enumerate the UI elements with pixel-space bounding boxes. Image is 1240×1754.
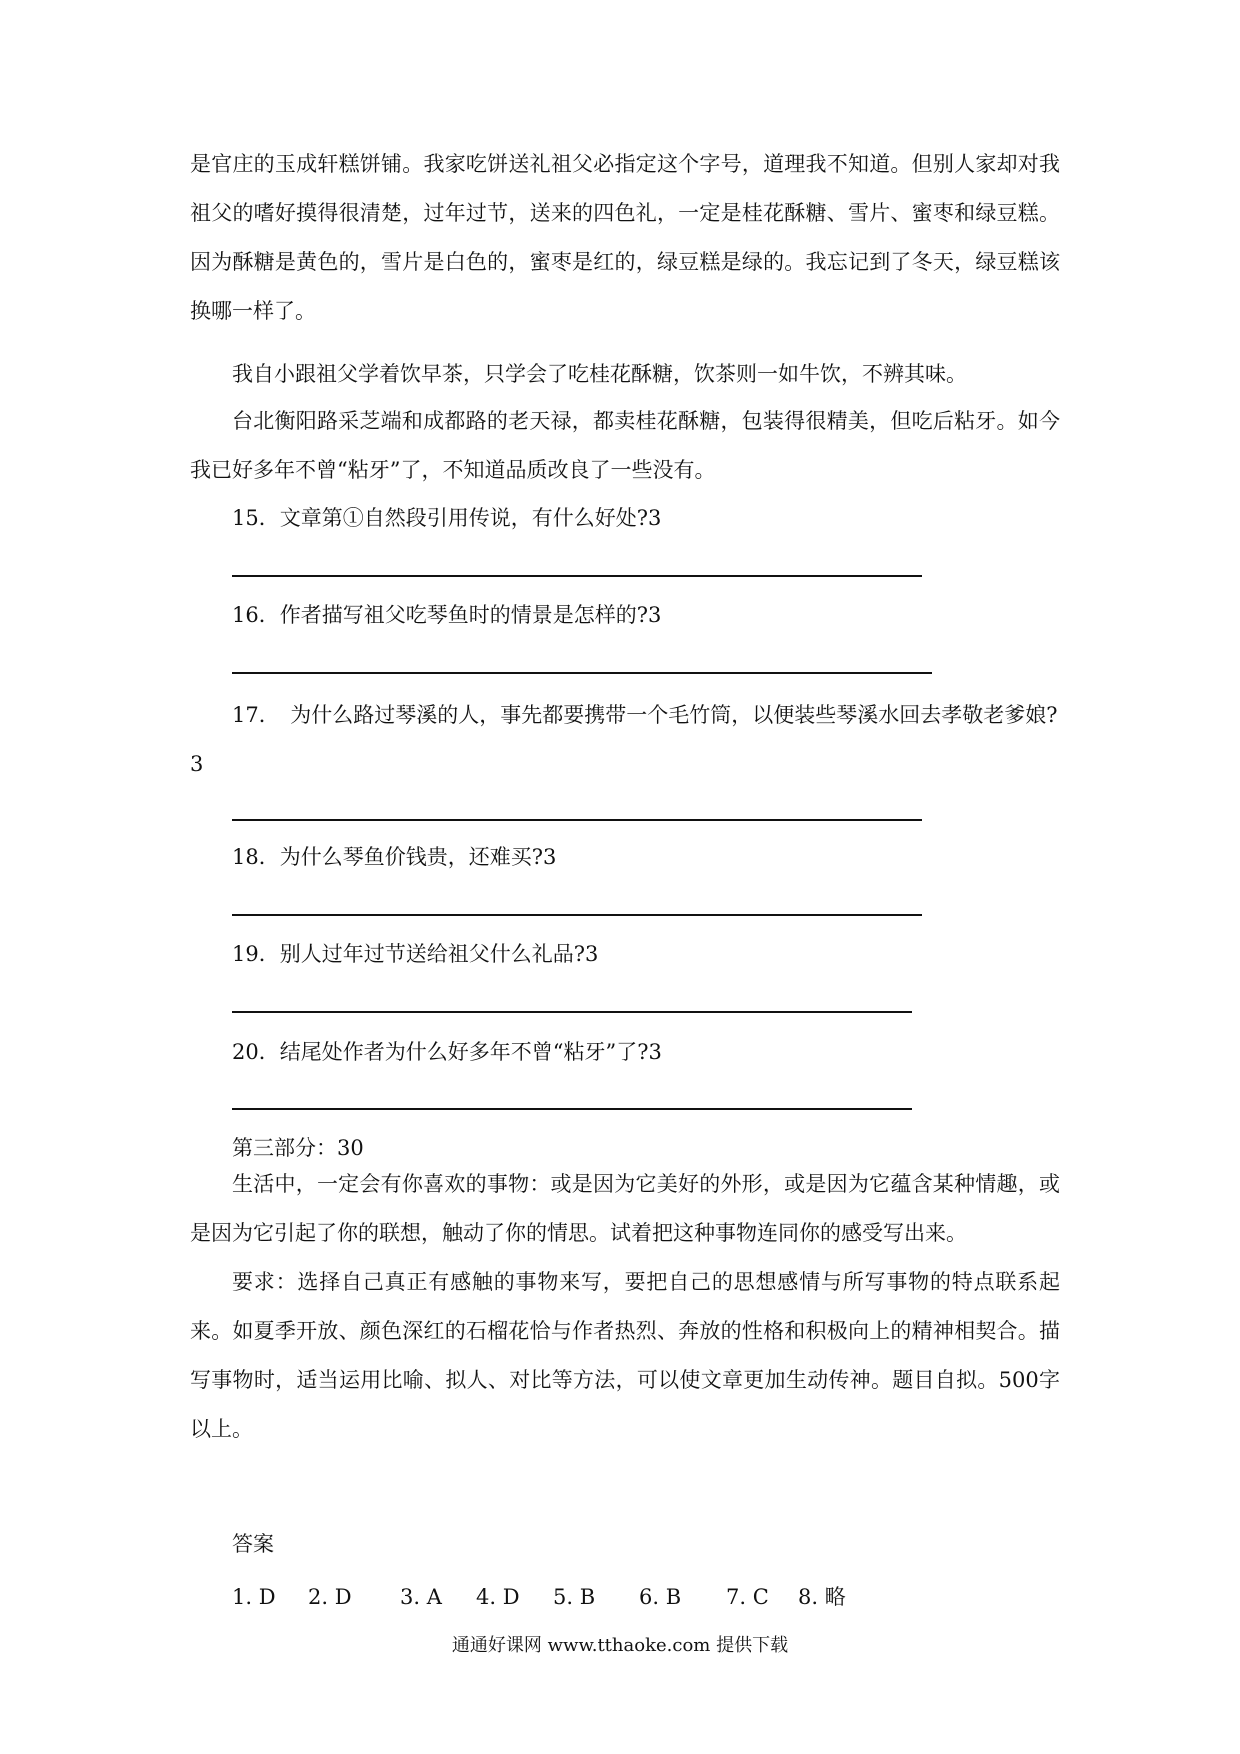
answer-line-18 (232, 914, 922, 916)
answer-line-16 (232, 672, 932, 674)
answer-item-3: 3. A (400, 1585, 442, 1609)
question-18: 18．为什么琴鱼价钱贵，还难买?3 (232, 845, 557, 869)
answer-line-20 (232, 1108, 912, 1110)
answer-item-7: 7. C (726, 1585, 769, 1609)
answer-item-1: 1. D (232, 1585, 276, 1609)
passage-paragraph-3: 台北衡阳路采芝端和成都路的老天禄，都卖桂花酥糖，包装得很精美，但吃后粘牙。如今我已好多年不曾“粘牙”了，不知道品质改良了一些没有。 (190, 409, 1060, 482)
answer-item-6: 6. B (639, 1585, 682, 1609)
answer-line-15 (232, 575, 922, 577)
answer-line-17 (232, 819, 922, 821)
part3-requirement: 要求：选择自己真正有感触的事物来写，要把自己的思想感情与所写事物的特点联系起来。如夏季开放、颜色深红的石榴花恰与作者热烈、奔放的性格和积极向上的精神相契合。描写事物时，适当运用比喻、拟人、对比等方法，可以使文章更加生动传神。题目自拟。500字以上。 (190, 1270, 1060, 1441)
part3-heading: 第三部分：30 (232, 1136, 364, 1160)
passage-paragraph-1: 是官庄的玉成轩糕饼铺。我家吃饼送礼祖父必指定这个字号，道理我不知道。但别人家却对我祖父的嗜好摸得很清楚，过年过节，送来的四色礼，一定是桂花酥糖、雪片、蜜枣和绿豆糕。因为酥糖是黄色的，雪片是白色的，蜜枣是红的，绿豆糕是绿的。我忘记到了冬天，绿豆糕该换哪一样了。 (190, 152, 1060, 323)
part3-prompt: 生活中，一定会有你喜欢的事物：或是因为它美好的外形，或是因为它蕴含某种情趣，或是因为它引起了你的联想，触动了你的情思。试着把这种事物连同你的感受写出来。 (190, 1172, 1060, 1245)
page-footer: 通通好课网 www.tthaoke.com 提供下载 (451, 1635, 789, 1656)
question-20: 20．结尾处作者为什么好多年不曾“粘牙”了?3 (232, 1040, 662, 1064)
answer-item-8: 8. 略 (798, 1585, 846, 1609)
answer-item-4: 4. D (476, 1585, 520, 1609)
question-19: 19．别人过年过节送给祖父什么礼品?3 (232, 942, 599, 966)
question-17: 17． 为什么路过琴溪的人，事先都要携带一个毛竹筒，以便装些琴溪水回去孝敬老爹娘?3 (190, 703, 1058, 776)
answers-heading: 答案 (232, 1532, 274, 1556)
question-16: 16．作者描写祖父吃琴鱼时的情景是怎样的?3 (232, 603, 662, 627)
passage-paragraph-2: 我自小跟祖父学着饮早茶，只学会了吃桂花酥糖，饮茶则一如牛饮，不辨其味。 (232, 362, 967, 386)
answer-item-5: 5. B (553, 1585, 596, 1609)
answers-list (232, 1582, 846, 1612)
answer-item-2: 2. D (308, 1585, 352, 1609)
question-15: 15．文章第①自然段引用传说，有什么好处?3 (232, 506, 662, 530)
answer-line-19 (232, 1011, 912, 1013)
